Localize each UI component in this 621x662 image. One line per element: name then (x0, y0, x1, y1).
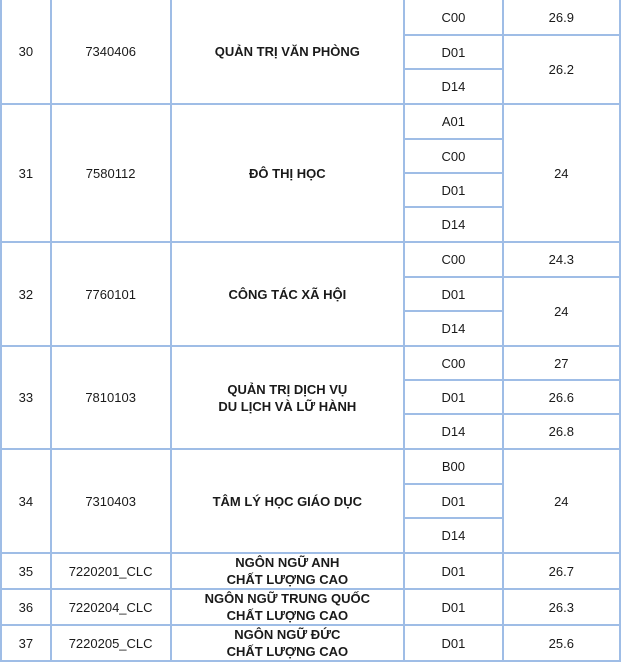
subject-group-cell: D01 (404, 35, 502, 69)
code-cell: 7810103 (51, 346, 171, 449)
subject-group-cell: D01 (404, 380, 502, 414)
table-row (1, 242, 620, 277)
table-row (1, 589, 620, 625)
score-cell: 26.9 (503, 0, 620, 35)
subject-group-cell: D14 (404, 414, 502, 449)
score-cell: 26.7 (503, 553, 620, 589)
subject-group-cell: D01 (404, 484, 502, 518)
subject-group-cell: D01 (404, 625, 502, 661)
subject-group-cell: C00 (404, 346, 502, 380)
stt-cell: 30 (1, 0, 51, 104)
subject-group-cell: C00 (404, 242, 502, 277)
stt-cell: 34 (1, 449, 51, 553)
major-name-cell (171, 346, 405, 449)
code-cell: 7310403 (51, 449, 171, 553)
major-name-line-2: CHẤT LƯỢNG CAO (226, 572, 349, 587)
code-cell: 7760101 (51, 242, 171, 346)
table-row (1, 104, 620, 139)
code-cell: 7220201_CLC (51, 553, 171, 589)
stt-cell: 31 (1, 104, 51, 242)
table-row (1, 553, 620, 589)
table-row (1, 449, 620, 484)
score-cell: 26.8 (503, 414, 620, 449)
major-name-line-2: CHẤT LƯỢNG CAO (226, 608, 349, 623)
major-name-cell (171, 589, 405, 625)
subject-group-cell: D14 (404, 518, 502, 553)
code-cell: 7220205_CLC (51, 625, 171, 661)
major-name-line-2: CHẤT LƯỢNG CAO (226, 644, 349, 659)
score-cell: 25.6 (503, 625, 620, 661)
score-cell: 24 (503, 277, 620, 346)
score-cell: 24 (503, 449, 620, 553)
score-cell: 24 (503, 104, 620, 242)
major-name-cell (171, 625, 405, 661)
stt-cell: 35 (1, 553, 51, 589)
code-cell: 7580112 (51, 104, 171, 242)
code-cell: 7340406 (51, 0, 171, 104)
subject-group-cell: D01 (404, 553, 502, 589)
major-name-line-1: QUẢN TRỊ DỊCH VỤ (227, 381, 348, 397)
major-name-cell: TÂM LÝ HỌC GIÁO DỤC (171, 449, 405, 553)
subject-group-cell: D14 (404, 69, 502, 104)
subject-group-cell: A01 (404, 104, 502, 139)
major-name-cell: ĐÔ THỊ HỌC (171, 104, 405, 242)
subject-group-cell: C00 (404, 139, 502, 173)
code-cell: 7220204_CLC (51, 589, 171, 625)
stt-cell: 37 (1, 625, 51, 661)
major-name-cell (171, 553, 405, 589)
subject-group-cell: D14 (404, 311, 502, 346)
subject-group-cell: D01 (404, 277, 502, 311)
major-name-cell: QUẢN TRỊ VĂN PHÒNG (171, 0, 405, 104)
stt-cell: 36 (1, 589, 51, 625)
score-cell: 26.3 (503, 589, 620, 625)
score-cell: 26.2 (503, 35, 620, 104)
table-row (1, 0, 620, 35)
major-name-line-1: NGÔN NGỮ ANH (235, 555, 340, 570)
score-cell: 26.6 (503, 380, 620, 414)
stt-cell: 33 (1, 346, 51, 449)
major-name-line-2: DU LỊCH VÀ LỮ HÀNH (218, 398, 357, 414)
score-cell: 27 (503, 346, 620, 380)
subject-group-cell: B00 (404, 449, 502, 484)
stt-cell: 32 (1, 242, 51, 346)
subject-group-cell: D01 (404, 589, 502, 625)
subject-group-cell: C00 (404, 0, 502, 35)
major-name-cell: CÔNG TÁC XÃ HỘI (171, 242, 405, 346)
major-name-line-1: NGÔN NGỮ ĐỨC (234, 627, 341, 642)
table-row (1, 346, 620, 380)
score-cell: 24.3 (503, 242, 620, 277)
subject-group-cell: D14 (404, 207, 502, 242)
subject-group-cell: D01 (404, 173, 502, 207)
table-row (1, 625, 620, 661)
major-name-line-1: NGÔN NGỮ TRUNG QUỐC (204, 591, 370, 606)
